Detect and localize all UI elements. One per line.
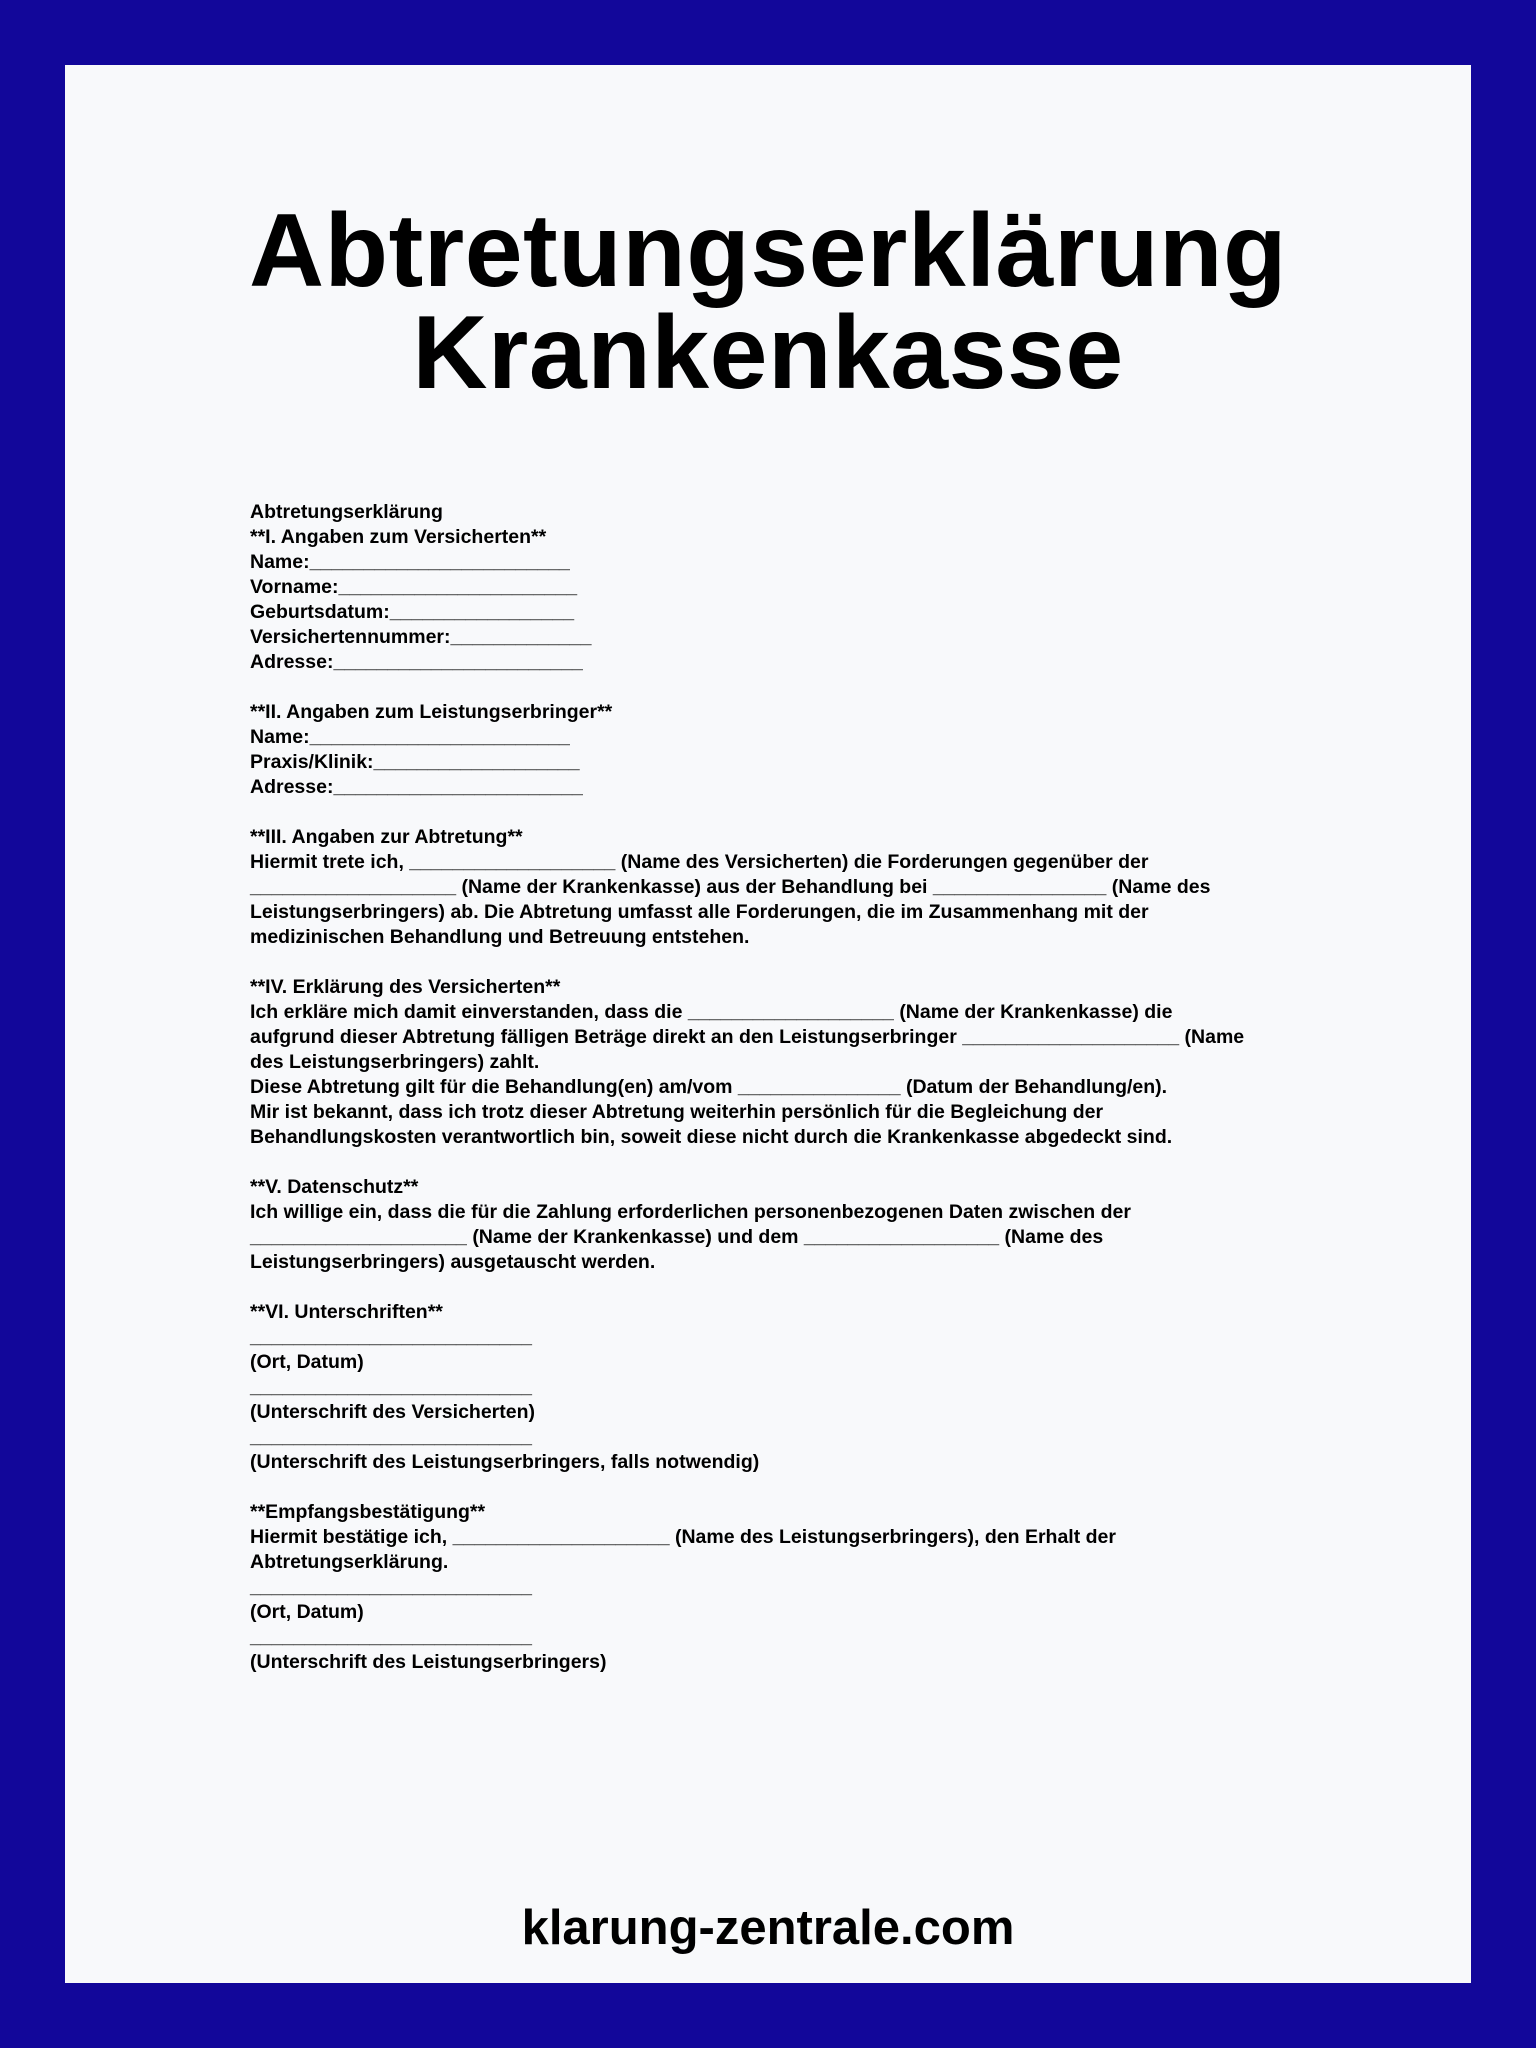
document-line: **Empfangsbestätigung**	[250, 1501, 486, 1523]
blank-line	[250, 950, 1300, 975]
document-line: (Ort, Datum)	[250, 1351, 364, 1373]
document-line: ____________________ (Name der Krankenkasse) und dem __________________ (Name des	[250, 1226, 1104, 1248]
blank-line	[250, 1475, 1300, 1500]
document-line: Name:________________________	[250, 726, 570, 748]
document-line: Adresse:_______________________	[250, 776, 583, 798]
blank-line	[250, 1275, 1300, 1300]
document-line: __________________________	[250, 1626, 532, 1648]
document-line: Hiermit trete ich, ___________________ (Name des Versicherten) die Forderungen gegenüber der	[250, 851, 1149, 873]
document-line: des Leistungserbringers) zahlt.	[250, 1051, 540, 1073]
document-body	[250, 500, 1300, 1675]
title-line-1: Abtretungserklärung	[248, 193, 1288, 309]
blank-line	[250, 800, 1300, 825]
document-line: Praxis/Klinik:___________________	[250, 751, 580, 773]
document-line: Leistungserbringers) ab. Die Abtretung umfasst alle Forderungen, die im Zusammenhang mit der	[250, 901, 1149, 923]
document-line: Leistungserbringers) ausgetauscht werden.	[250, 1251, 656, 1273]
document-line: Vorname:______________________	[250, 576, 578, 598]
document-line: **V. Datenschutz**	[250, 1176, 419, 1198]
document-line: Versichertennummer:_____________	[250, 626, 592, 648]
title-line-2: Krankenkasse	[412, 295, 1124, 411]
blank-line	[250, 675, 1300, 700]
document-line: **II. Angaben zum Leistungserbringer**	[250, 701, 613, 723]
document-line: **III. Angaben zur Abtretung**	[250, 826, 523, 848]
document-line: Behandlungskosten verantwortlich bin, soweit diese nicht durch die Krankenkasse abgedeckt sind.	[250, 1126, 1173, 1148]
blank-line	[250, 1150, 1300, 1175]
document-line: Ich erkläre mich damit einverstanden, dass die ___________________ (Name der Krankenkasse) die	[250, 1001, 1173, 1023]
document-line: Mir ist bekannt, dass ich trotz dieser Abtretung weiterhin persönlich für die Begleichung der	[250, 1101, 1104, 1123]
document-line: **I. Angaben zum Versicherten**	[250, 526, 547, 548]
document-line: **VI. Unterschriften**	[250, 1301, 443, 1323]
document-line: **IV. Erklärung des Versicherten**	[250, 976, 561, 998]
document-line: (Unterschrift des Leistungserbringers, falls notwendig)	[250, 1451, 760, 1473]
document-line: __________________________	[250, 1376, 532, 1398]
document-line: medizinischen Behandlung und Betreuung entstehen.	[250, 926, 750, 948]
document-line: (Unterschrift des Leistungserbringers)	[250, 1651, 607, 1673]
document-line: (Unterschrift des Versicherten)	[250, 1401, 536, 1423]
document-line: __________________________	[250, 1326, 532, 1348]
document-line: (Ort, Datum)	[250, 1601, 364, 1623]
document-line: Name:________________________	[250, 551, 570, 573]
document-line: Diese Abtretung gilt für die Behandlung(en) am/vom _______________ (Datum der Behandlung/en).	[250, 1076, 1168, 1098]
document-line: ___________________ (Name der Krankenkasse) aus der Behandlung bei ________________ (Name des	[250, 876, 1211, 898]
document-line: Hiermit bestätige ich, ____________________ (Name des Leistungserbringers), den Erhalt der	[250, 1526, 1116, 1548]
document-line: Adresse:_______________________	[250, 651, 583, 673]
document-line: __________________________	[250, 1576, 532, 1598]
document-line: Abtretungserklärung	[250, 501, 443, 523]
document-line: Ich willige ein, dass die für die Zahlung erforderlichen personenbezogenen Daten zwischen der	[250, 1201, 1131, 1223]
document-title	[0, 193, 1536, 411]
document-line: aufgrund dieser Abtretung fälligen Beträge direkt an den Leistungserbringer ____________________ (Name	[250, 1026, 1245, 1048]
document-line: Geburtsdatum:_________________	[250, 601, 575, 623]
document-line: Abtretungserklärung.	[250, 1551, 449, 1573]
document-line: __________________________	[250, 1426, 532, 1448]
footer-domain: klarung-zentrale.com	[521, 1901, 1015, 1955]
